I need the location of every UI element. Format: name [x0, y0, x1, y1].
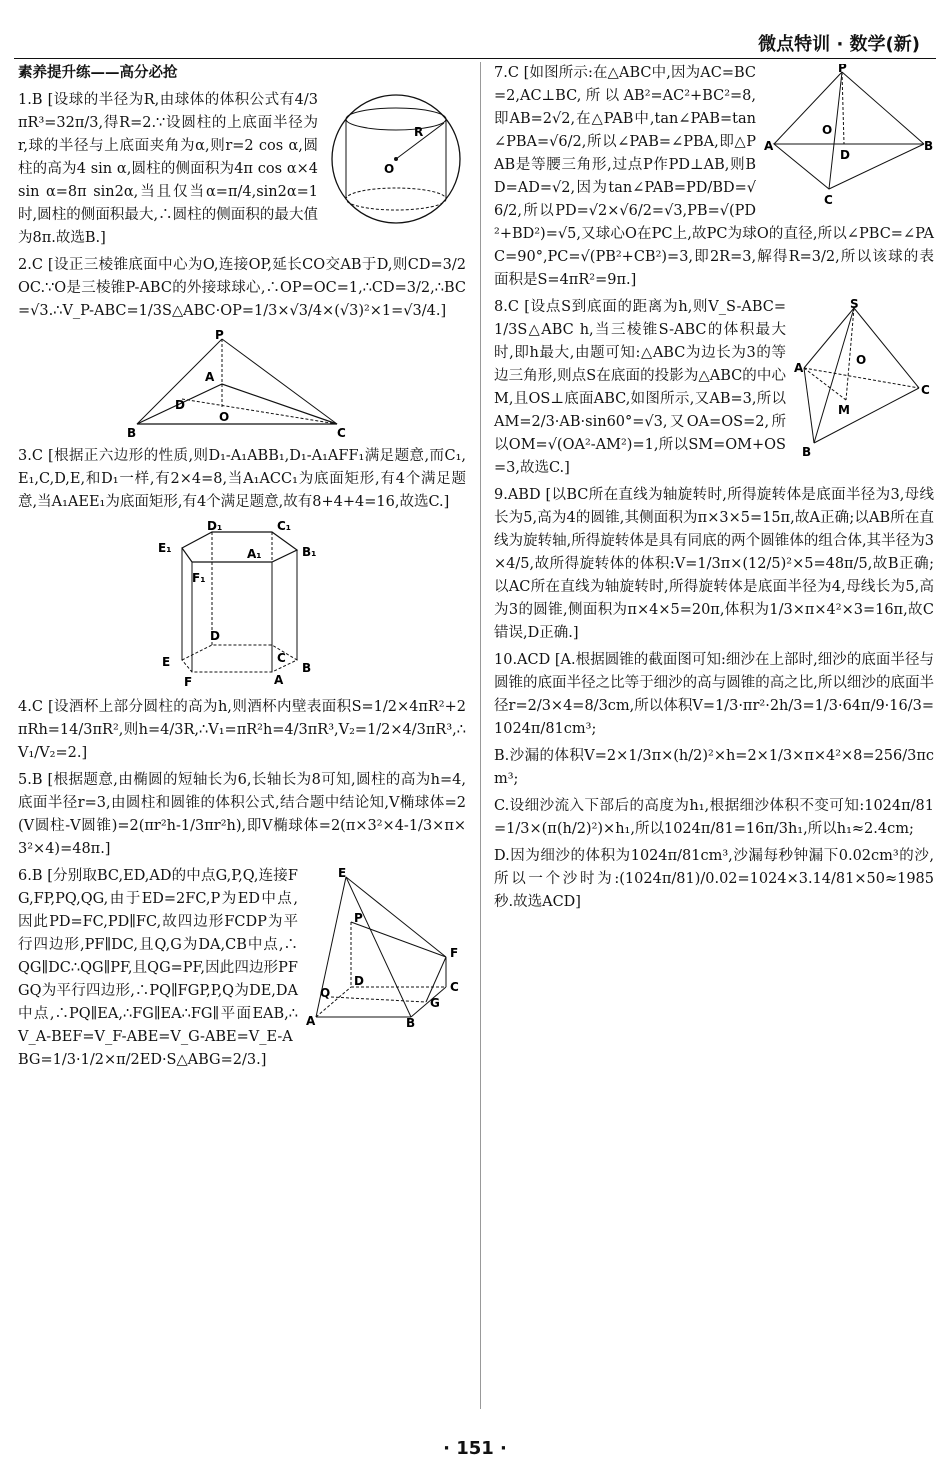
fig3-label-C: C	[277, 651, 286, 665]
answer-item-10-d	[494, 845, 934, 914]
fig2-label-D: D	[175, 398, 185, 412]
fig7-label-A: A	[764, 139, 774, 153]
fig2-label-O: O	[219, 410, 230, 424]
answer-item-1	[18, 89, 466, 250]
tetrahedron-figure-7	[764, 64, 934, 204]
answer-text: 3.C [根据正六边形的性质,则D₁-A₁ABB₁,D₁-A₁AFF₁满足题意,而C₁,E₁,C,D,E,和D₁一样,有2×4=8,当A₁ACC₁为底面矩形,有4个满足题意,当A₁AEE₁为底面矩形,有4个满足题意,故有8+4+4=16,故选C.]	[18, 448, 466, 510]
fig8-label-A: A	[794, 361, 804, 375]
answer-item-8	[494, 296, 934, 480]
fig7-label-C: C	[824, 193, 833, 204]
fig2-label-C: C	[337, 426, 346, 439]
answer-text: 1.B [设球的半径为R,由球体的体积公式有4/3πR³=32π/3,得R=2.∵设圆柱的上底面半径为r,球的半径与上底面夹角为α,则r=2 cos α,圆柱的高为4 sin α,圆柱的侧面积为4π cos α×4 sin α=8π sin2α,当且仅当α=π/4,sin2α=1时,圆柱的侧面积最大,∴圆柱的侧面积的最大值为8π.故选B.]	[18, 92, 318, 246]
hexagonal-prism-figure	[152, 520, 332, 690]
answer-text: B.沙漏的体积V=2×1/3π×(h/2)²×h=2×1/3×π×4²×8=256/3πcm³;	[494, 748, 934, 787]
fig6-label-C: C	[450, 980, 459, 994]
answer-text: 7.C [如图所示:在△ABC中,因为AC=BC=2,AC⊥BC,所以AB²=AC²+BC²=8,即AB=2√2,在△PAB中,tan∠PAB=tan∠PBA=√6/2,所以∠PAB=∠PBA,即△PAB是等腰三角形,过点P作PD⊥AB,则BD=AD=√2,因为tan∠PAB=PD/BD=√6/2,所以PD=√2×√6/2=√3,PB=√(PD²+BD²)=√5,又球心O在PC上,故PC为球O的直径,所以∠PBC=∠PAC=90°,PC=√(PB²+CB²)=3,即2R=3,解得R=3/2,所以该球的表面积是S=4πR²=9π.]	[494, 65, 934, 288]
answer-text: 5.B [根据题意,由椭圆的短轴长为6,长轴长为8可知,圆柱的高为h=4,底面半径r=3,由圆柱和圆锥的体积公式,结合题中结论知,V椭球体=2(V圆柱-V圆锥)=2(πr²h-1/3πr²h),即V椭球体=2(π×3²×4-1/3×π×3²×4)=48π.]	[18, 772, 466, 857]
fig1-label-O: O	[384, 162, 395, 176]
fig6-label-E: E	[338, 867, 347, 880]
answer-text: 9.ABD [以BC所在直线为轴旋转时,所得旋转体是底面半径为3,母线长为5,高为4的圆锥,其侧面积为π×3×5=15π,故A正确;以AB所在直线为旋转轴,所得旋转体是具有同底的两个圆锥体的组合体,其半径为3×4/5,故所得旋转体的体积:V=1/3π×(12/5)²×5=48π/5,故B正确;以AC所在直线为轴旋转时,所得旋转体是底面半径为4,母线长为5,高为3的圆锥,侧面积为π×4×5=20π,体积为1/3×π×4²×3=16π,故C错误,D正确.]	[494, 487, 934, 641]
answer-text: 10.ACD [A.根据圆锥的截面图可知:细沙在上部时,细沙的底面半径与圆锥的底面半径之比等于细沙的高与圆锥的高之比,所以细沙的底面半径r=2/3×4=8/3cm,所以体积V=1/3·πr²·2h/3=1/3·64π/9·16/3=1024π/81cm³;	[494, 652, 934, 737]
fig8-label-B: B	[802, 445, 812, 458]
fig2-label-B: B	[127, 426, 137, 439]
fig2-label-A: A	[205, 370, 215, 384]
running-header: 微点特训 · 数学(新)	[758, 34, 920, 55]
fig3-label-B: B	[302, 661, 312, 675]
fig6-label-D: D	[354, 974, 364, 988]
fig3-label-D: D	[210, 629, 220, 643]
fig3-label-F1: F₁	[192, 571, 206, 585]
fig7-label-B: B	[924, 139, 934, 153]
answer-item-2	[18, 254, 466, 323]
answer-text: 4.C [设酒杯上部分圆柱的高为h,则酒杯内壁表面积S=1/2×4πR²+2πRh=14/3πR²,则h=4/3R,∴V₁=πR²h=4/3πR³,V₂=1/2×4/3πR³,∴V₁/V₂=2.]	[18, 699, 466, 761]
fig6-label-P: P	[354, 911, 363, 925]
fig3-label-D1: D₁	[207, 520, 223, 533]
solid-figure-6	[306, 867, 466, 1027]
fig6-label-F: F	[450, 946, 459, 960]
answer-text: 6.B [分别取BC,ED,AD的中点G,P,Q,连接FG,FP,PQ,QG,由于ED=2FC,P为ED中点,因此PD=FC,PD∥FC,故四边形FCDP为平行四边形,PF∥DC,且Q,G为DA,CB中点,∴QG∥DC∴QG∥PF,且QG=PF,因此四边形PFGQ为平行四边形,∴PQ∥FGP,P,Q为DE,DA中点,∴PQ∥EA,∴FG∥EA∴FG∥平面EAB,∴V_A-BEF=V_F-ABE=V_G-ABE=V_E-ABG=1/3·1/2×π/2ED·S△ABG=2/3.]	[18, 868, 298, 1068]
fig3-label-B1: B₁	[302, 545, 317, 559]
fig3-label-C1: C₁	[277, 520, 292, 533]
fig3-label-E1: E₁	[158, 541, 172, 555]
fig1-label-R: R	[414, 125, 424, 139]
fig3-label-A: A	[274, 673, 284, 687]
fig8-label-S: S	[850, 298, 859, 311]
answer-item-7	[494, 62, 934, 292]
answer-text: D.因为细沙的体积为1024π/81cm³,沙漏每秒钟漏下0.02cm³的沙,所以一个沙时为:(1024π/81)/0.02=1024×3.14/81×50≈1985秒.故选ACD]	[494, 848, 934, 910]
fig3-label-F: F	[184, 675, 193, 689]
answer-text: 2.C [设正三棱锥底面中心为O,连接OP,延长CO交AB于D,则CD=3/2OC.∵O是三棱锥P-ABC的外接球球心,∴OP=OC=1,∴CD=3/2,∴BC=√3.∴V_P-ABC=1/3S△ABC·OP=1/3×√3/4×(√3)²×1=√3/4.]	[18, 257, 466, 319]
fig8-label-C: C	[921, 383, 930, 397]
fig3-label-A1: A₁	[247, 547, 262, 561]
answer-item-10-b	[494, 745, 934, 791]
answer-item-10-c	[494, 795, 934, 841]
section-title: 素养提升练——高分必抢	[18, 65, 178, 81]
fig7-label-O: O	[822, 123, 833, 137]
fig3-label-E: E	[162, 655, 171, 669]
page-number: · 151 ·	[443, 1438, 507, 1459]
answer-item-4	[18, 696, 466, 765]
answer-item-5	[18, 769, 466, 861]
answer-text: C.设细沙流入下部后的高度为h₁,根据细沙体积不变可知:1024π/81=1/3×(π(h/2)²)×h₁,所以1024π/81=16π/3h₁,所以h₁≈2.4cm;	[494, 798, 934, 837]
fig6-label-B: B	[406, 1016, 416, 1027]
answer-item-3	[18, 445, 466, 514]
fig8-label-M: M	[838, 403, 850, 417]
column-divider	[480, 62, 481, 1409]
fig6-label-A: A	[306, 1014, 316, 1027]
left-column	[18, 62, 466, 1072]
fig6-label-G: G	[430, 996, 440, 1010]
fig8-label-O: O	[856, 353, 867, 367]
fig2-label-P: P	[215, 329, 224, 342]
tetrahedron-figure-8	[794, 298, 934, 458]
header-rule	[14, 58, 936, 59]
right-column	[494, 62, 934, 914]
answer-item-9	[494, 484, 934, 645]
fig7-label-P: P	[838, 64, 847, 75]
fig6-label-Q: Q	[320, 986, 331, 1000]
fig7-label-D: D	[840, 148, 850, 162]
pyramid-figure	[127, 329, 357, 439]
answer-item-6	[18, 865, 466, 1072]
answer-text: 8.C [设点S到底面的距离为h,则V_S-ABC=1/3S△ABC h,当三棱锥S-ABC的体积最大时,即h最大,由题可知:△ABC为边长为3的等边三角形,则点S在底面的投影为△ABC的中心M,且OS⊥底面ABC,如图所示,又AB=3,所以AM=2/3·AB·sin60°=√3,又OA=OS=2,所以OM=√(OA²-AM²)=1,所以SM=OM+OS=3,故选C.]	[494, 299, 786, 476]
answer-item-10	[494, 649, 934, 741]
sphere-figure	[326, 91, 466, 226]
